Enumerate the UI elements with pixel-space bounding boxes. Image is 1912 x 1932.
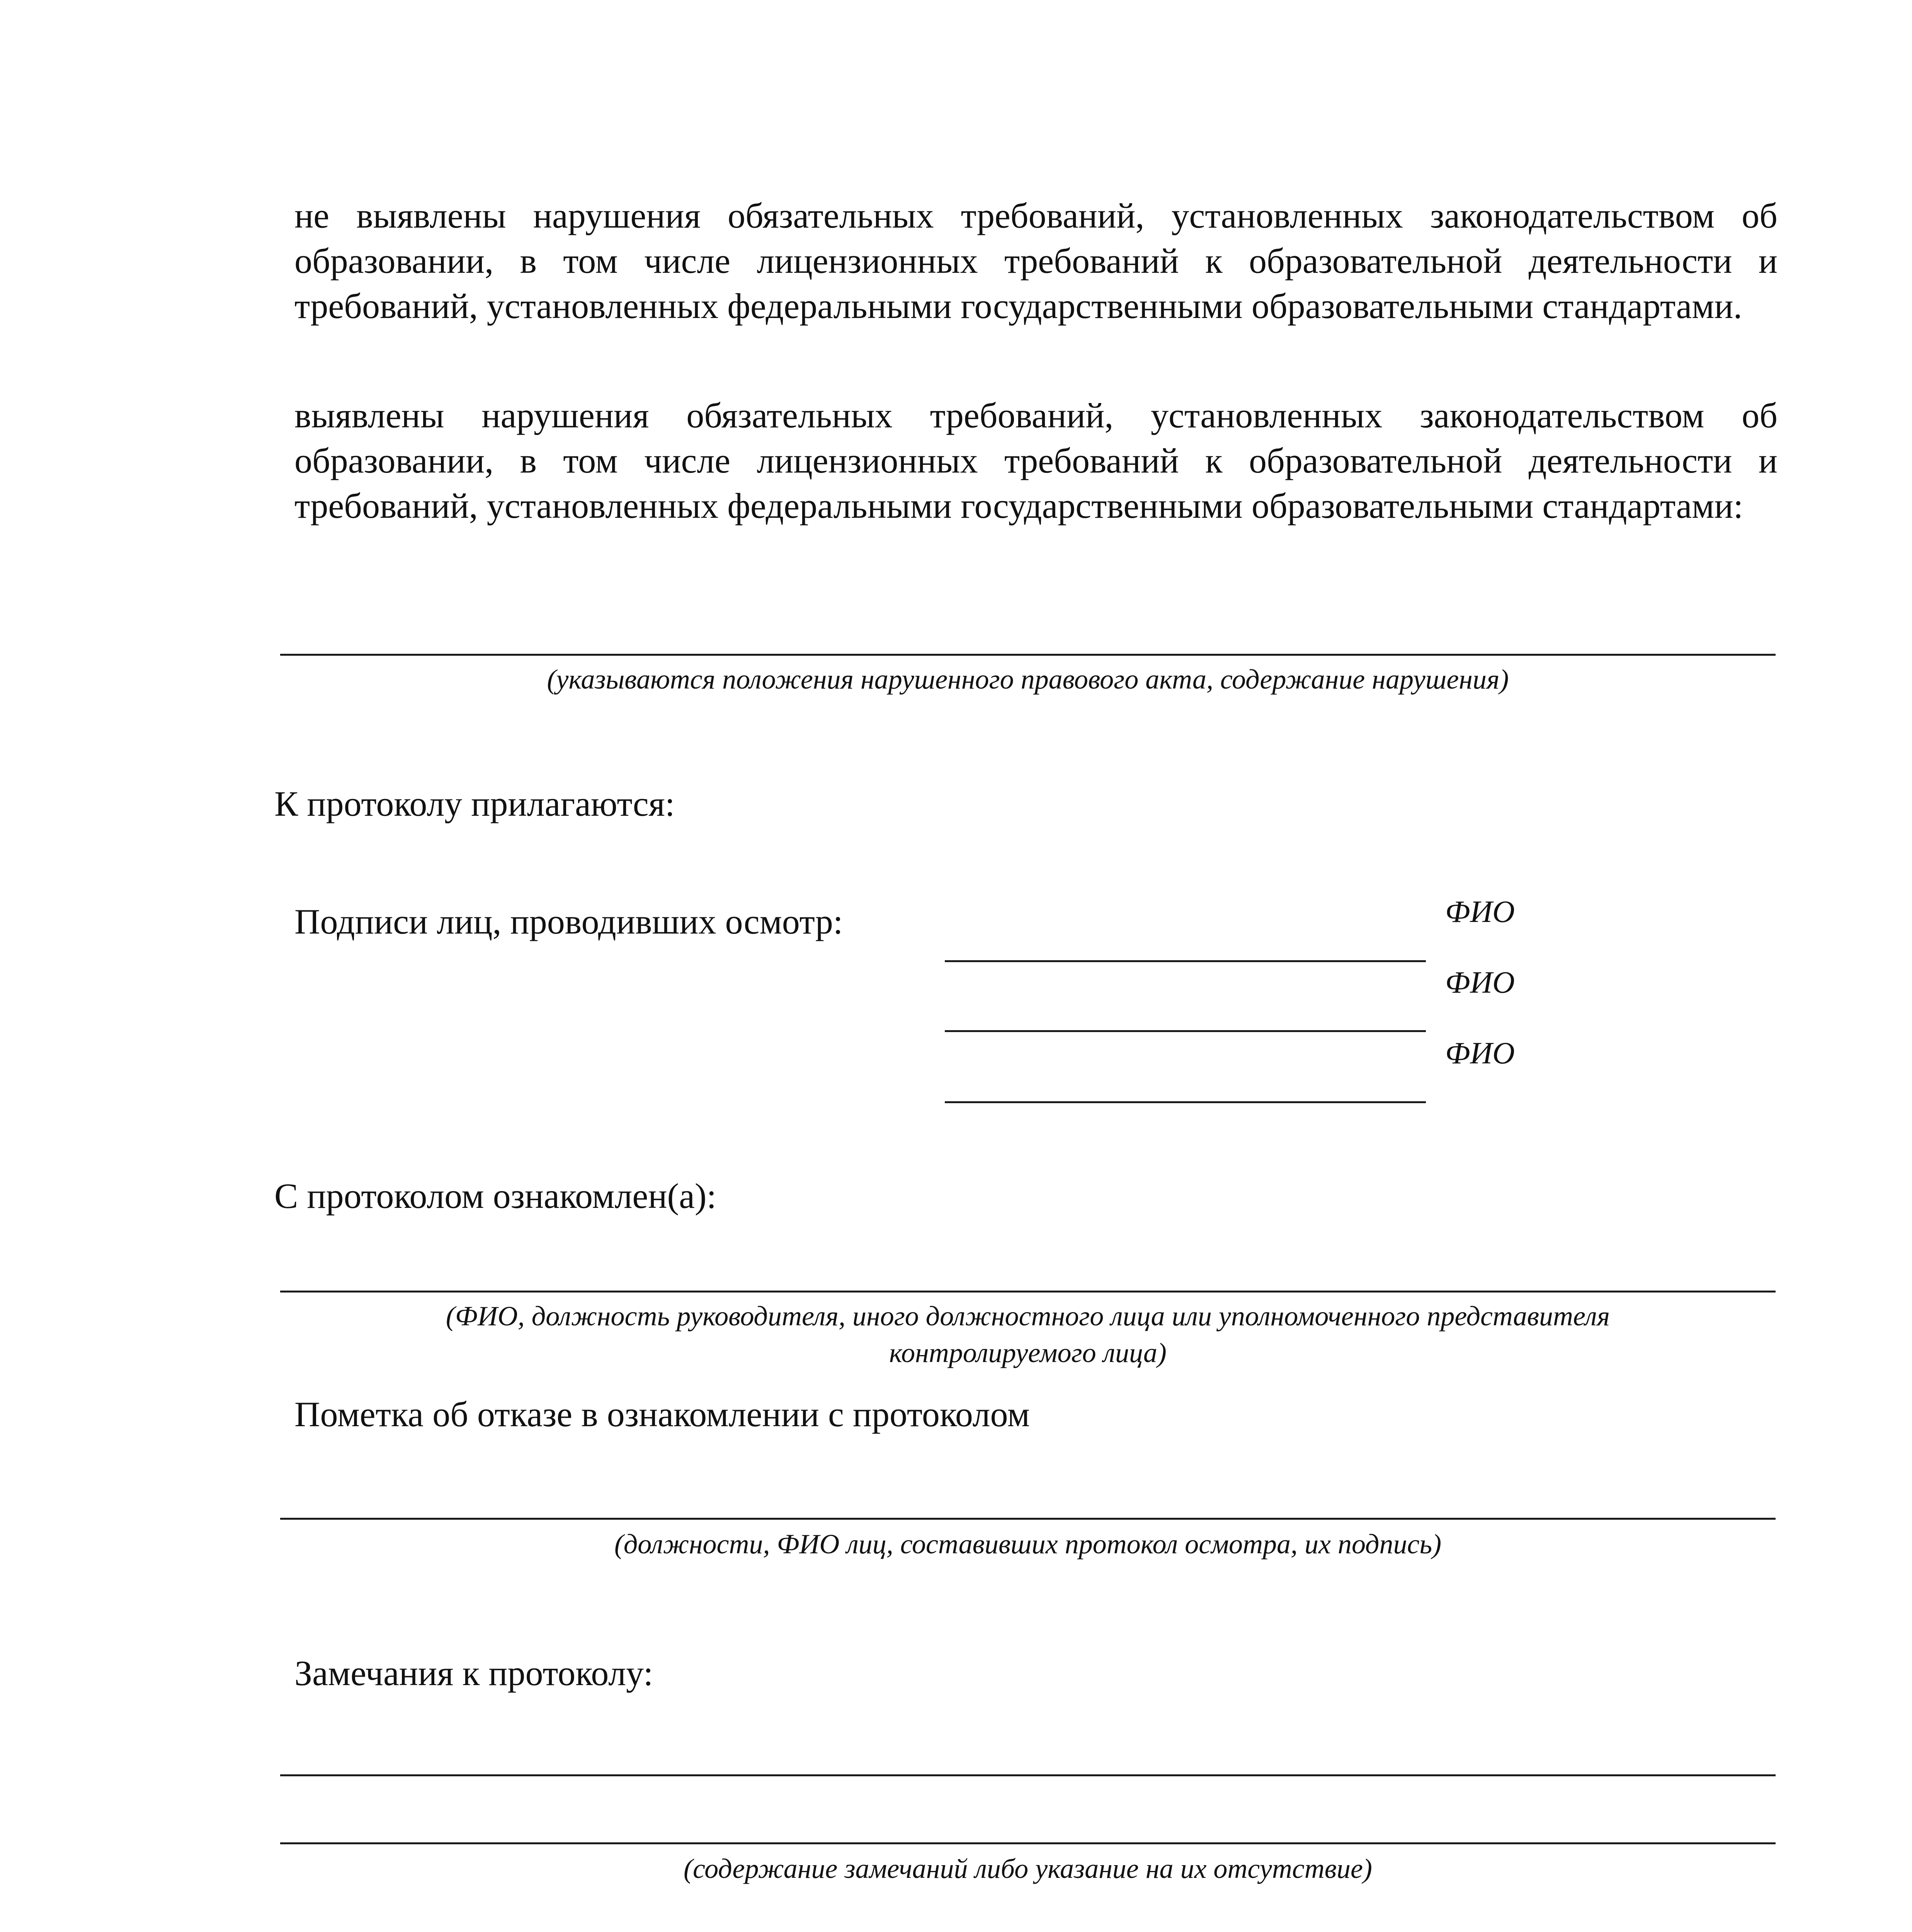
violation-caption: (указываются положения нарушенного правового акта, содержание нарушения) [547, 664, 1509, 695]
acquainted-label: С протоколом ознакомлен(а): [274, 1176, 717, 1216]
remarks-label: Замечания к протоколу: [294, 1653, 653, 1693]
refusal-label: Пометка об отказе в ознакомлении с протоколом [294, 1395, 1030, 1434]
signer-fio-3: ФИО [1445, 1036, 1515, 1070]
acquainted-caption-line2: контролируемого лица) [889, 1337, 1167, 1368]
paragraph-violations-found: выявлены нарушения обязательных требований, установленных законодательством об образовании, в том числе лицензионных требований к образовательной деятельности и требований, установленных федеральными государственными образовательными стандартами: [294, 396, 1778, 526]
signature-line-3[interactable] [945, 1101, 1426, 1103]
remarks-caption: (содержание замечаний либо указание на их отсутствие) [684, 1853, 1372, 1884]
attachments-label: К протоколу прилагаются: [274, 784, 675, 823]
paragraph-no-violations: не выявлены нарушения обязательных требований, установленных законодательством об образовании, в том числе лицензионных требований к образовательной деятельности и требований, установленных федеральными государственными образовательными стандартами. [294, 196, 1778, 326]
remarks-entry-line-1[interactable] [280, 1774, 1776, 1776]
remarks-entry-line-2[interactable] [280, 1842, 1776, 1844]
signer-fio-2: ФИО [1445, 966, 1515, 1000]
signature-line-2[interactable] [945, 1030, 1426, 1032]
signatures-label: Подписи лиц, проводивших осмотр: [294, 902, 843, 941]
refusal-caption: (должности, ФИО лиц, составивших протокол осмотра, их подпись) [614, 1529, 1442, 1560]
acquainted-caption-line1: (ФИО, должность руководителя, иного должностного лица или уполномоченного представителя [446, 1301, 1610, 1332]
signature-line-1[interactable] [945, 960, 1426, 962]
refusal-entry-line[interactable] [280, 1518, 1776, 1520]
violation-entry-line[interactable] [280, 654, 1776, 656]
acquainted-entry-line[interactable] [280, 1291, 1776, 1293]
signer-fio-1: ФИО [1445, 895, 1515, 929]
